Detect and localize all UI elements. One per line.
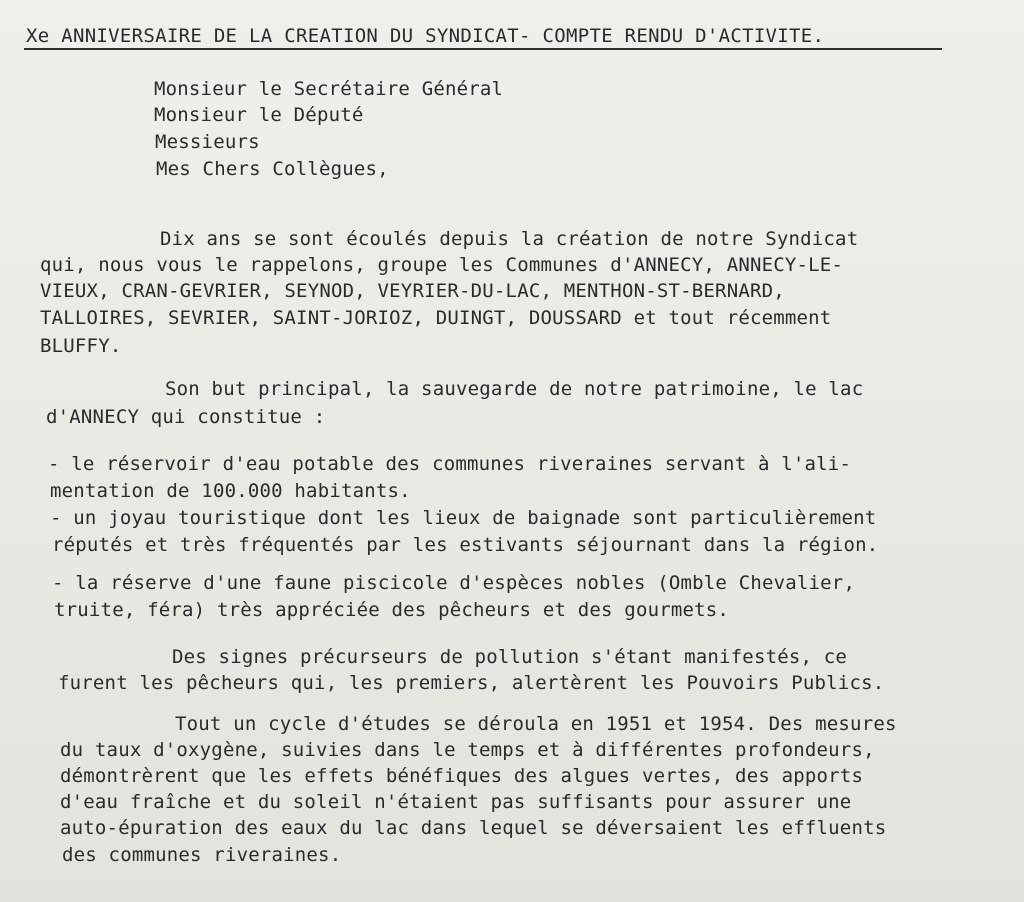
salutation-line: Monsieur le Député [154,104,364,126]
bullet-line: - la réserve d'une faune piscicole d'espèces nobles (Omble Chevalier, [52,572,856,594]
paragraph-line: Des signes précurseurs de pollution s'étant manifestés, ce [172,646,848,668]
paragraph-line: Dix ans se sont écoulés depuis la création de notre Syndicat [160,228,859,250]
paragraph-line: du taux d'oxygène, suivies dans le temps et à différentes profondeurs, [60,739,875,761]
document-title: Xe ANNIVERSAIRE DE LA CREATION DU SYNDICAT- COMPTE RENDU D'ACTIVITE. [26,25,825,47]
paragraph-line: BLUFFY. [40,335,122,357]
salutation-line: Messieurs [155,131,260,153]
paragraph-line: TALLOIRES, SEVRIER, SAINT-JORIOZ, DUINGT, DOUSSARD et tout récemment [40,307,832,329]
paragraph-line: des communes riveraines. [62,844,342,866]
paragraph-line: d'eau fraîche et du soleil n'étaient pas suffisants pour assurer une [60,791,852,813]
paragraph-line: Son but principal, la sauvegarde de notre patrimoine, le lac [165,378,864,400]
bullet-line: - un joyau touristique dont les lieux de baignade sont particulièrement [50,507,877,529]
bullet-line: réputés et très fréquentés par les estivants séjournant dans la région. [52,534,879,556]
paragraph-line: qui, nous vous le rappelons, groupe les Communes d'ANNECY, ANNECY-LE- [40,254,844,276]
paragraph-line: démontrèrent que les effets bénéfiques des algues vertes, des apports [60,765,864,787]
bullet-line: mentation de 100.000 habitants. [50,480,411,502]
paragraph-line: Tout un cycle d'études se déroula en 1951 et 1954. Des mesures [175,713,897,735]
bullet-line: truite, féra) très appréciée des pêcheurs et des gourmets. [54,599,730,621]
paragraph-line: d'ANNECY qui constitue : [46,406,326,428]
title-underline [24,48,942,50]
salutation-line: Monsieur le Secrétaire Général [154,78,504,100]
bullet-line: - le réservoir d'eau potable des communes riveraines servant à l'ali- [48,453,852,475]
paragraph-line: VIEUX, CRAN-GEVRIER, SEYNOD, VEYRIER-DU-LAC, MENTHON-ST-BERNARD, [40,280,785,302]
salutation-line: Mes Chers Collègues, [156,158,389,180]
paragraph-line: auto-épuration des eaux du lac dans lequel se déversaient les effluents [60,817,887,839]
paragraph-line: furent les pêcheurs qui, les premiers, alertèrent les Pouvoirs Publics. [58,672,885,694]
